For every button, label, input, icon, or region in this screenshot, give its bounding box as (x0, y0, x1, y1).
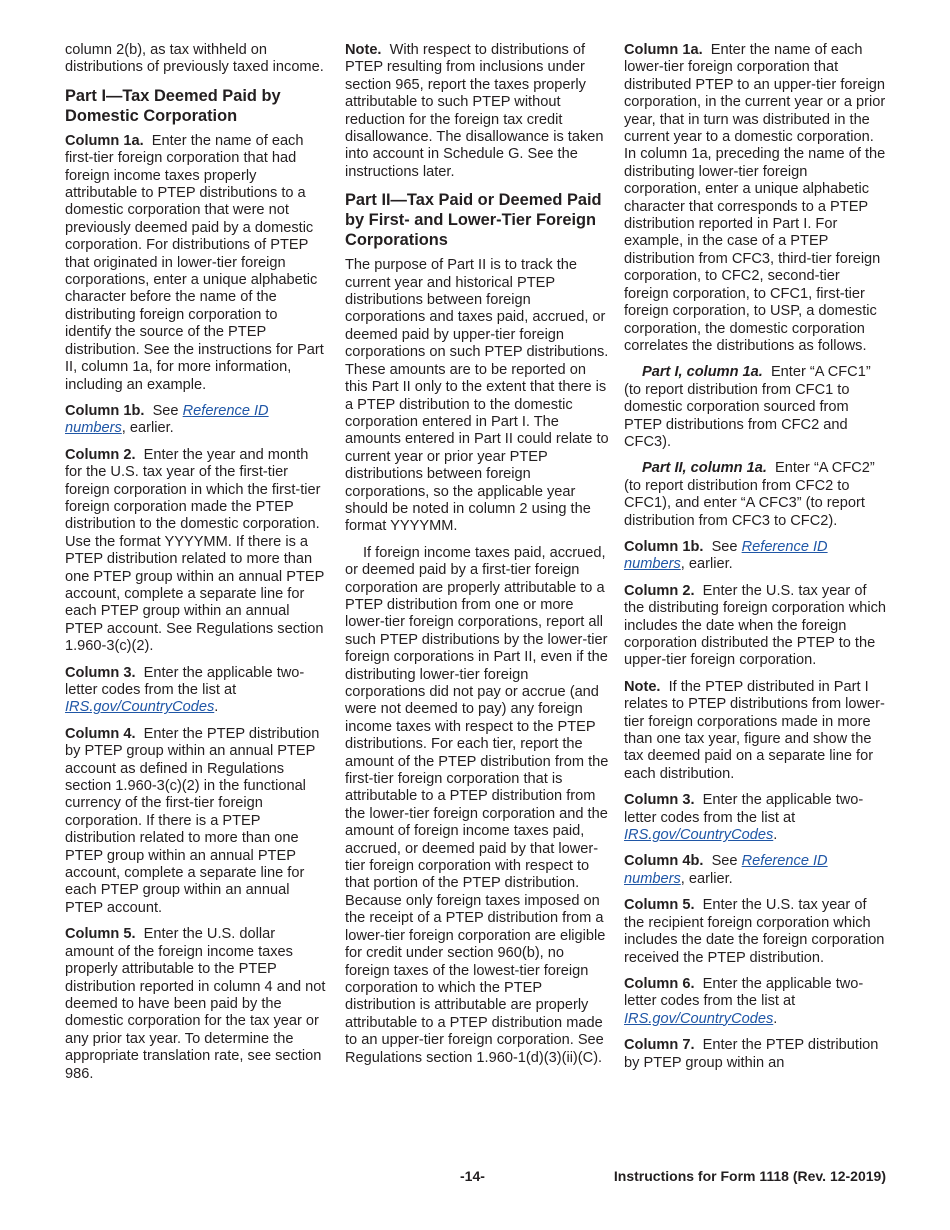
p2-col1a-instruction (624, 42, 888, 355)
col3-label: Column 3. (65, 664, 136, 681)
section965-note (345, 42, 609, 181)
example-part1-text: Enter “A CFC1” (to report distribution from CFC1 to domestic corporation sourced from PTEP distributions from CFC2 and CFC3). (624, 364, 871, 450)
p2-col4b-label: Column 4b. (624, 853, 704, 870)
part2-purpose-paragraph: The purpose of Part II is to track the current year and historical PTEP distributions between foreign corporations and taxes paid, accrued, or deemed paid by upper-tier foreign corporations on such PTEP distributions. These amounts are to be reported on this Part II only to the extent that there is a PTEP distribution to the domestic corporation entered in Part I. The amounts entered in Part II could relate to current year or prior year PTEP distributions between foreign corporations, so the applicable year should be noted in column 2 using the format YYYYMM. (345, 257, 609, 535)
multi-year-note (624, 679, 888, 783)
p2-col6-text: Enter the applicable two-letter codes from the list at (624, 975, 864, 1010)
p2-col1a-label: Column 1a. (624, 42, 703, 58)
note-label: Note. (345, 42, 382, 58)
form-title: Instructions for Form 1118 (Rev. 12-2019) (613, 1168, 886, 1184)
example-part2-label: Part II, column 1a. (642, 460, 767, 477)
col2-label: Column 2. (65, 446, 136, 463)
col3-post: . (214, 699, 219, 716)
page-number: -14- (460, 1168, 485, 1184)
col1a-instruction (65, 133, 327, 394)
p2-col5-text: Enter the U.S. tax year of the recipient foreign corporation which includes the date the foreign corporation received the PTEP distribution. (624, 897, 885, 966)
p2-col3-instruction (624, 792, 888, 844)
p2-col2-instruction (624, 583, 888, 670)
p2-col5-instruction (624, 897, 888, 967)
p2-col1b-post: , earlier. (680, 556, 733, 573)
country-codes-link[interactable]: IRS.gov/CountryCodes (624, 827, 774, 844)
example-part1-label: Part I, column 1a. (642, 364, 763, 381)
p2-col7-instruction (624, 1037, 888, 1072)
p2-col4b-pre: See (711, 853, 738, 870)
p2-col3-text: Enter the applicable two-letter codes from the list at (624, 792, 864, 826)
right-column (624, 42, 888, 1081)
part2-heading: Part II—Tax Paid or Deemed Paid by First- and Lower-Tier Foreign Corporations (345, 191, 602, 250)
p2-col6-instruction (624, 976, 888, 1028)
col5-instruction (65, 926, 327, 1083)
note-text: If the PTEP distributed in Part I relates to PTEP distributions from lower-tier foreign corporations made in more than one tax year, figure and show the tax deemed paid on a separate line for each distribution. (624, 678, 885, 782)
col3-instruction (65, 665, 327, 717)
col5-label: Column 5. (65, 926, 136, 943)
example-part2-text: Enter “A CFC2” (to report distribution from CFC2 to CFC1), and enter “A CFC3” (to report distribution from CFC3 to CFC2). (624, 460, 875, 529)
part1-heading: Part I—Tax Deemed Paid by Domestic Corporation (65, 86, 281, 125)
col1b-instruction (65, 403, 327, 438)
col2-text: Enter the year and month for the U.S. tax year of the first-tier foreign corporation in which the first-tier foreign corporation made the PTEP distribution to the domestic corporation. Use the format YYYYMM. If there is a PTEP distribution related to more than one PTEP group within an annual PTEP account, complete a separate line for each PTEP group within an annual PTEP account. See Regulations section 1.960-3(c)(2). (65, 446, 325, 655)
p2-col6-post: . (773, 1010, 778, 1027)
col1b-label: Column 1b. (65, 402, 145, 419)
col5-text: Enter the U.S. dollar amount of the foreign income taxes properly attributable to the PTEP distribution reported in column 4 and not deemed to have been paid by the domestic corporation for the tax year or any prior tax year. To determine the appropriate translation rate, see section 986. (65, 926, 326, 1082)
note-label: Note. (624, 678, 661, 695)
middle-column (345, 42, 609, 1076)
col4-instruction (65, 726, 327, 917)
p2-col5-label: Column 5. (624, 897, 695, 914)
p2-col3-post: . (773, 827, 778, 844)
p2-col1b-pre: See (711, 538, 738, 555)
country-codes-link[interactable]: IRS.gov/CountryCodes (624, 1010, 774, 1027)
p2-col4b-instruction (624, 853, 888, 888)
left-column (65, 42, 327, 1092)
continued-paragraph: column 2(b), as tax withheld on distributions of previously taxed income. (65, 42, 324, 76)
p2-col7-label: Column 7. (624, 1037, 695, 1054)
reference-id-link[interactable]: Reference ID numbers (624, 538, 828, 573)
p2-col4b-post: , earlier. (680, 870, 733, 887)
example-part2 (624, 460, 888, 530)
col4-text: Enter the PTEP distribution by PTEP group within an annual PTEP account as defined in Regulations section 1.960-3(c)(2) in the functional currency of the first-tier foreign corporation. If there is a PTEP distribution related to more than one PTEP group within an annual PTEP account, complete a separate line for each PTEP group within an annual PTEP account. (65, 725, 320, 916)
example-part1 (624, 364, 888, 451)
col4-label: Column 4. (65, 725, 136, 742)
p2-col6-label: Column 6. (624, 975, 695, 992)
p2-col1b-instruction (624, 539, 888, 574)
col1a-label: Column 1a. (65, 132, 144, 149)
col2-instruction (65, 447, 327, 656)
col1a-text: Enter the name of each first-tier foreign corporation that had foreign income taxes properly attributable to PTEP distributions to a domestic corporation that were not previously deemed paid by a domestic corporation. For distributions of PTEP that originated in lower-tier foreign corporations, enter a unique alphabetic character before the name of the distributing foreign corporation to identify the source of the PTEP distribution. See the instructions for Part II, column 1a, for more information, including an example. (65, 132, 324, 393)
p2-col1a-text: Enter the name of each lower-tier foreign corporation that distributed PTEP to an upper-tier foreign corporation, in the current year or a prior year, that in turn was distributed in the current year to a domestic corporation. In column 1a, preceding the name of the distributing lower-tier foreign corporation, enter a unique alphabetic character that corresponds to a PTEP distribution reported in Part I. For example, in the case of a PTEP distribution from CFC3, third-tier foreign corporation, to CFC2, second-tier foreign corporation, to CFC1, first-tier foreign corporation, to USP, a domestic corporation, the domestic corporation correlates the distributions as follows. (624, 42, 886, 354)
p2-col2-text: Enter the U.S. tax year of the distributing foreign corporation which includes the date when the foreign corporation distributed the PTEP to the upper-tier foreign corporation. (624, 582, 887, 669)
note-text: With respect to distributions of PTEP resulting from inclusions under section 965, report the taxes properly attributable to such PTEP without reduction for the foreign tax credit disallowance. The disallowance is taken into account in Schedule G. See the instructions later. (345, 42, 604, 180)
country-codes-link[interactable]: IRS.gov/CountryCodes (65, 699, 215, 716)
col3-text: Enter the applicable two-letter codes from the list at (65, 664, 305, 698)
reference-id-link[interactable]: Reference ID numbers (65, 402, 269, 437)
p2-col7-text: Enter the PTEP distribution by PTEP group within an (624, 1037, 879, 1071)
p2-col3-label: Column 3. (624, 792, 695, 809)
col1b-pre: See (152, 402, 179, 419)
reference-id-link[interactable]: Reference ID numbers (624, 853, 828, 887)
p2-col1b-label: Column 1b. (624, 538, 704, 555)
part2-taxes-paragraph: If foreign income taxes paid, accrued, or deemed paid by a first-tier foreign corporation are properly attributable to a PTEP distribution from one or more lower-tier foreign corporations, report all such PTEP distributions by the lower-tier foreign corporations in Part II, even if the distributing lower-tier foreign corporations did not pay or accrue (and were not deemed to pay) any foreign income taxes with respect to the PTEP distributions. For each tier, report the amount of the PTEP distribution from the first-tier foreign corporation that is attributable to a PTEP distribution from the lower-tier foreign corporation and the amount of foreign income taxes paid, accrued, or deemed paid by that lower-tier foreign corporation with respect to that portion of the PTEP distribution. Because only foreign taxes imposed on the receipt of a PTEP distribution from a lower-tier foreign corporation are eligible for credit under section 960(b), no foreign taxes of the lowest-tier foreign corporation to which the PTEP distribution is attributable are properly attributable to a PTEP distribution made to an upper-tier foreign corporation. See Regulations section 1.960-1(d)(3)(ii)(C). (345, 544, 609, 1066)
col1b-post: , earlier. (121, 420, 174, 437)
p2-col2-label: Column 2. (624, 582, 695, 599)
